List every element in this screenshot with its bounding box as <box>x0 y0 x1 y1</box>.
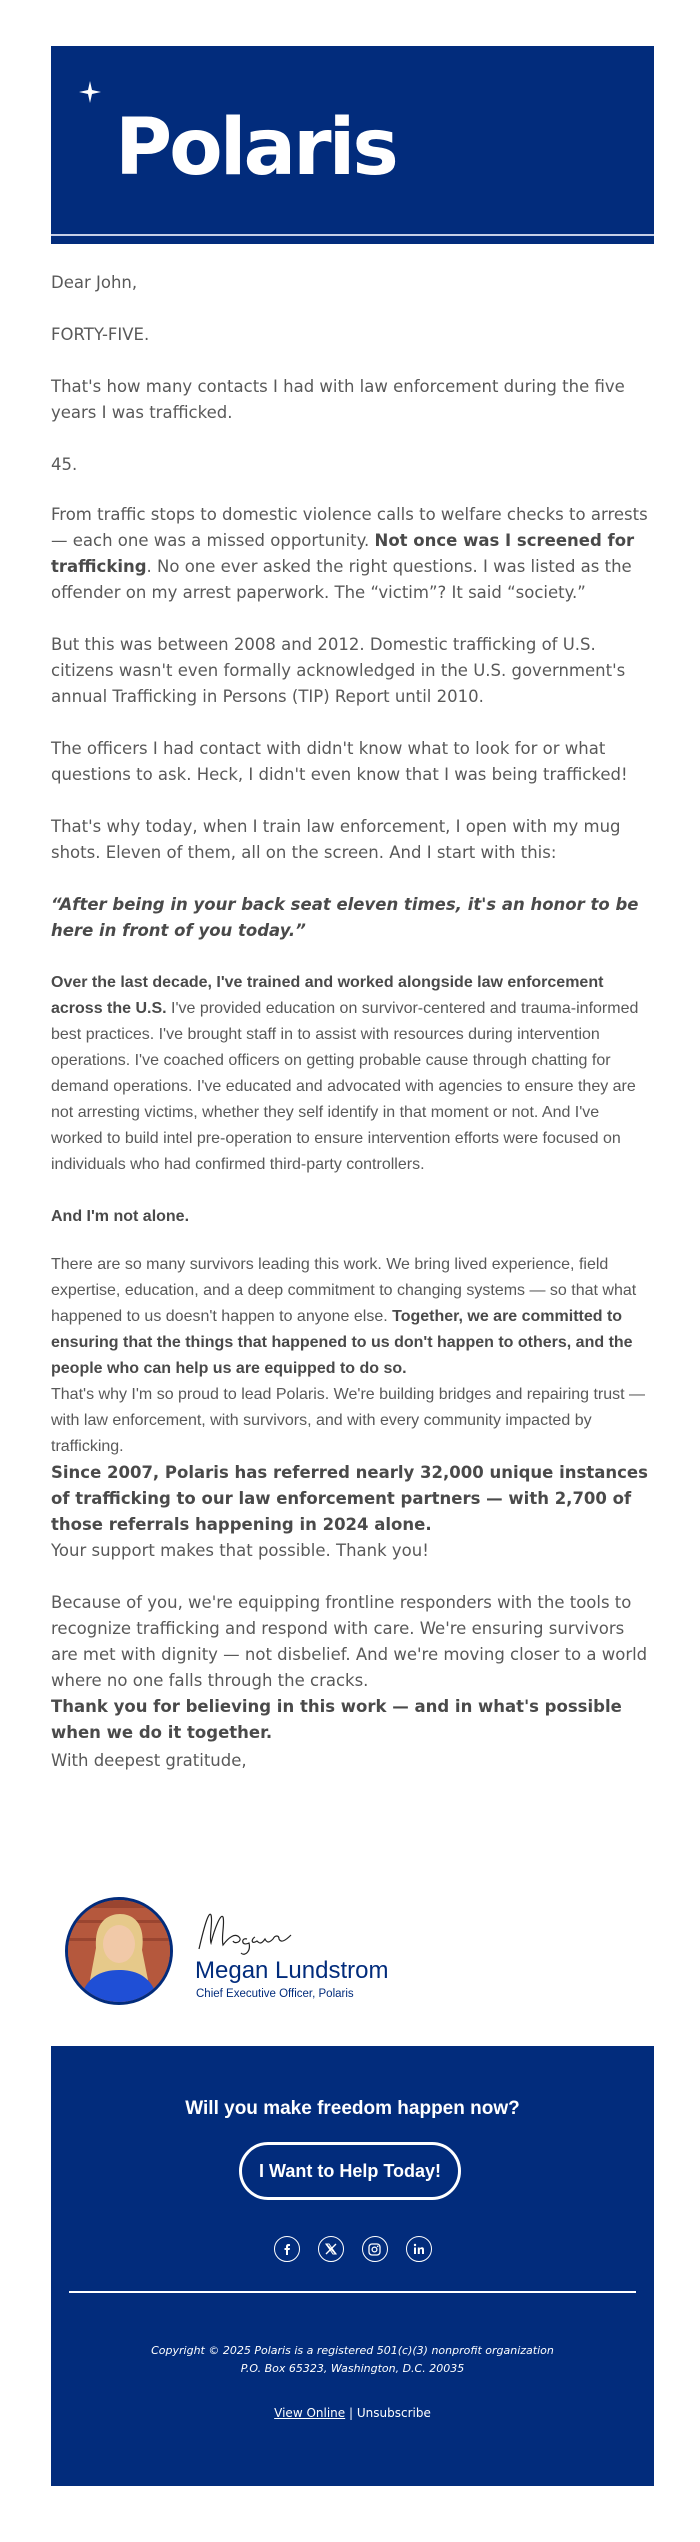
header-banner <box>51 46 654 244</box>
footer-divider <box>69 2291 636 2293</box>
linkedin-icon[interactable] <box>406 2236 432 2262</box>
greeting: Dear John, <box>51 273 138 292</box>
header-divider <box>51 234 654 236</box>
signature-block <box>65 1897 445 2007</box>
paragraph-support: Your support makes that possible. Thank you! <box>51 1541 429 1560</box>
help-today-button[interactable]: I Want to Help Today! <box>239 2142 461 2200</box>
decade-text-rest: I've provided education on survivor-centered and trauma-informed best practices. I've brought staff in to assist with resources during intervention operations. I've coached officers on getting probable cause through chatting for demand operations. I've educated and advocated with agencies to ensure they are not arresting victims, whether they self identify in that moment or not. And I've worked to build intel pre-operation to ensure intervention efforts were focused on individuals who had confirmed third-party controllers. <box>51 1000 639 1173</box>
paragraph-today: That's why today, when I train law enforcement, I open with my mug shots. Eleven of them, all on the screen. And I start with this: <box>51 817 621 862</box>
social-links <box>51 2236 654 2262</box>
paragraph-forty-five: FORTY-FIVE. <box>51 325 150 344</box>
traffic-text-a: From traffic stops to domestic violence calls to welfare checks to arrests — each one was a missed opportunity. <box>51 505 648 550</box>
paragraph-traffic-stops <box>51 502 654 606</box>
decade-text-bold: Over the last decade, I've trained and worked alongside law enforcement across the U.S. <box>51 974 604 1017</box>
paragraph-not-alone: And I'm not alone. <box>51 1208 190 1225</box>
paragraph-45: 45. <box>51 455 78 474</box>
instagram-icon[interactable] <box>362 2236 388 2262</box>
cta-question: Will you make freedom happen now? <box>185 2098 520 2119</box>
paragraph-survivors <box>51 1252 654 1382</box>
link-separator: | <box>348 2406 354 2420</box>
traffic-text-bold: Not once was I screened for trafficking <box>51 531 635 576</box>
view-online-link[interactable]: View Online <box>274 2406 346 2420</box>
paragraph-proud: That's why I'm so proud to lead Polaris. We're building bridges and repairing trust — with law enforcement, with survivors, and with every community impacted by trafficking. <box>51 1386 646 1455</box>
traffic-text-c: . No one ever asked the right questions. I was listed as the offender on my arrest paperwork. The “victim”? It said “society.” <box>51 557 632 602</box>
facebook-icon[interactable] <box>274 2236 300 2262</box>
survivors-text-a: There are so many survivors leading this work. We bring lived experience, field expertise, education, and a deep commitment to changing systems — so that what happened to us doesn't happen to anyone else. <box>51 1256 637 1325</box>
paragraph-thank-you: Thank you for believing in this work — and in what's possible when we do it together. <box>51 1697 622 1742</box>
paragraph-since-2007: Since 2007, Polaris has referred nearly 32,000 unique instances of trafficking to our law enforcement partners — with 2,700 of those referrals happening in 2024 alone. <box>51 1463 648 1534</box>
unsubscribe-link[interactable]: Unsubscribe <box>356 2406 431 2420</box>
footer <box>51 2046 654 2486</box>
paragraph-contacts: That's how many contacts I had with law enforcement during the five years I was trafficked. <box>51 377 625 422</box>
copyright <box>51 2342 654 2378</box>
paragraph-2008: But this was between 2008 and 2012. Domestic trafficking of U.S. citizens wasn't even formally acknowledged in the U.S. government's annual Trafficking in Persons (TIP) Report until 2010. <box>51 635 626 706</box>
closing: With deepest gratitude, <box>51 1751 247 1770</box>
address-line: P.O. Box 65323, Washington, D.C. 20035 <box>240 2362 465 2375</box>
survivors-text-bold: Together, we are committed to ensuring that the things that happened to us don't happen to others, and the people who can help us are equipped to do so. <box>51 1308 633 1377</box>
quote: “After being in your back seat eleven times, it's an honor to be here in front of you today.” <box>51 895 639 940</box>
avatar <box>65 1897 173 2005</box>
signer-title: Chief Executive Officer, Polaris <box>196 1988 354 2000</box>
paragraph-because: Because of you, we're equipping frontline responders with the tools to recognize trafficking and respond with care. We're ensuring survivors are met with dignity — not disbelief. And we're moving closer to a world where no one falls through the cracks. <box>51 1593 648 1690</box>
paragraph-officers: The officers I had contact with didn't know what to look for or what questions to ask. Heck, I didn't even know that I was being trafficked! <box>51 739 628 784</box>
star-icon <box>79 81 101 103</box>
signer-name: Megan Lundstrom <box>195 1957 389 1984</box>
logo-wordmark: Polaris <box>115 103 396 193</box>
polaris-logo[interactable] <box>79 81 409 201</box>
footer-links <box>51 2406 654 2420</box>
paragraph-decade <box>51 970 654 1178</box>
twitter-icon[interactable] <box>318 2236 344 2262</box>
copyright-line-1: Copyright © 2025 Polaris is a registered 501(c)(3) nonprofit organization <box>151 2344 554 2357</box>
handwritten-signature <box>195 1903 335 1959</box>
